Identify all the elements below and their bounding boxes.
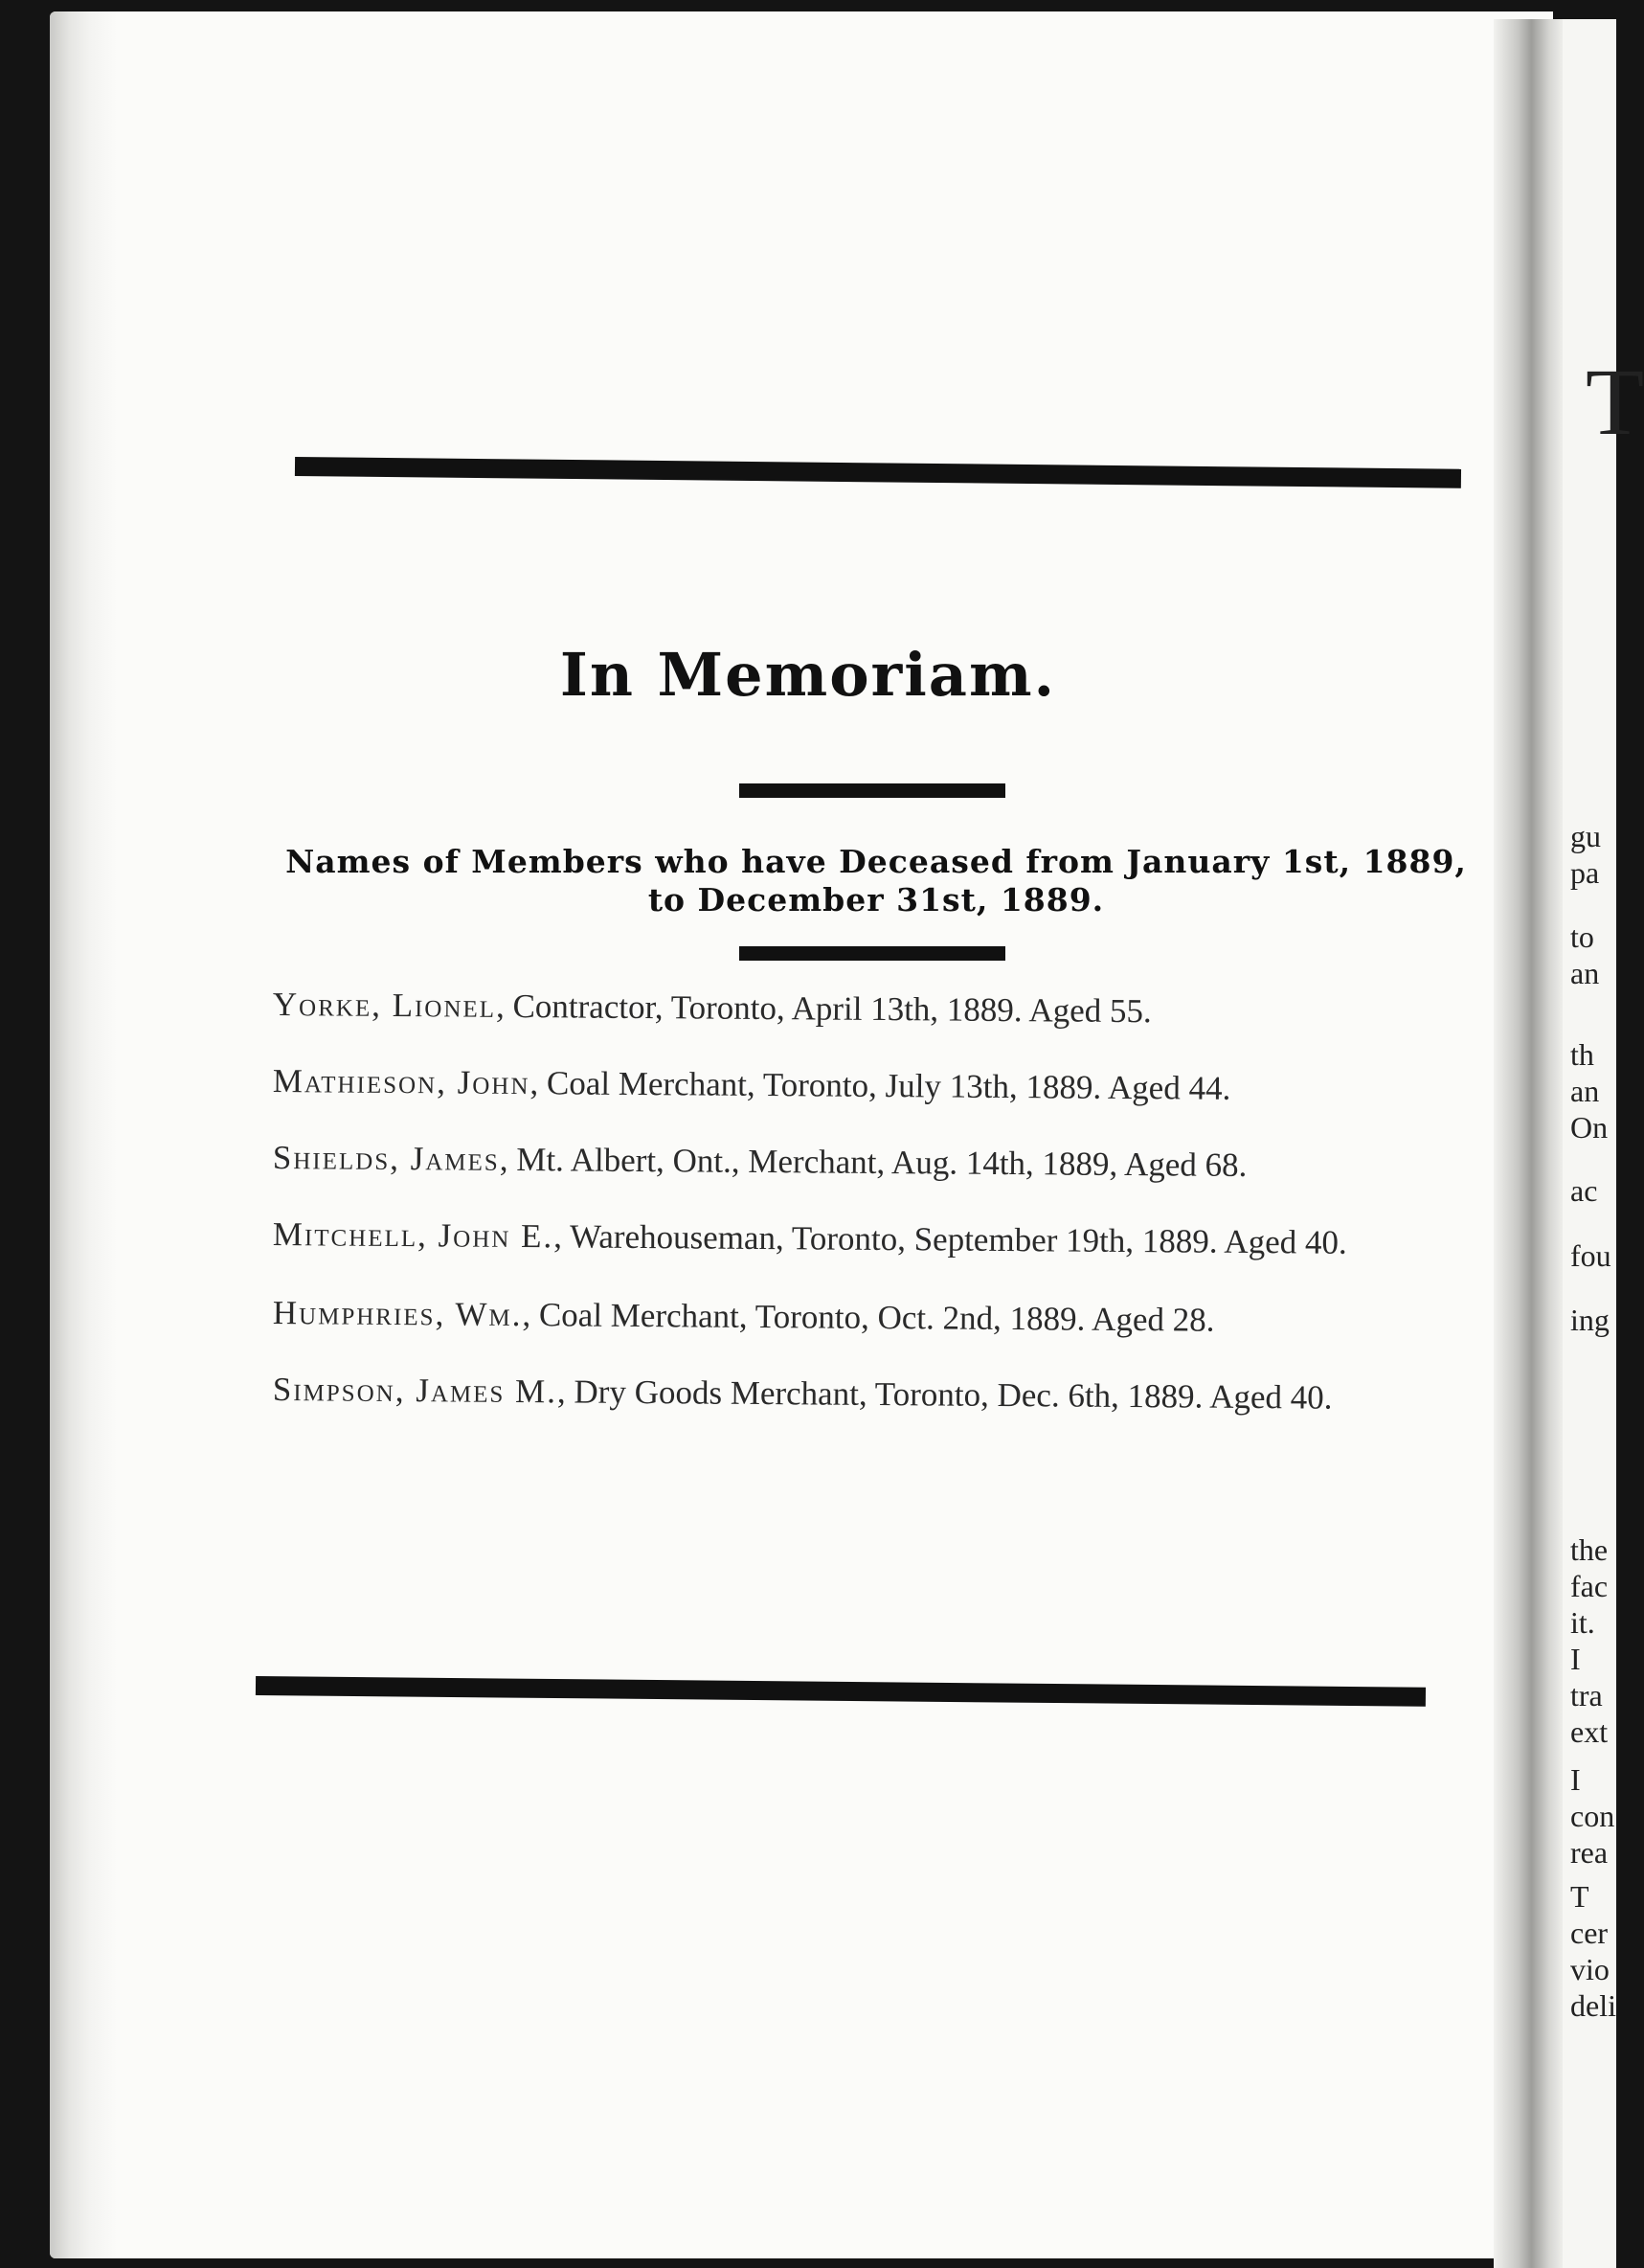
right-page-line-fragment: an	[1570, 956, 1600, 990]
title-underline-rule	[739, 783, 1005, 798]
right-page-line-fragment: ac	[1570, 1173, 1598, 1208]
memorial-entry	[273, 1216, 1460, 1262]
page-title: In Memoriam.	[559, 640, 1057, 710]
right-page-line-fragment: I	[1570, 1642, 1581, 1676]
memorial-entry	[273, 987, 1460, 1032]
member-name: Shields, James	[272, 1139, 500, 1178]
right-page-line-fragment: pa	[1570, 855, 1600, 890]
right-page-line-fragment: ext	[1570, 1714, 1609, 1749]
right-page-line-fragment: vio	[1570, 1952, 1610, 1986]
memorial-entry	[273, 1295, 1460, 1341]
member-details: , Warehouseman, Toronto, September 19th, 1889. Aged 40.	[553, 1217, 1347, 1261]
book-gutter	[1494, 19, 1563, 2268]
right-page-line-fragment: rea	[1570, 1835, 1609, 1870]
right-page-line-fragment: fac	[1570, 1569, 1609, 1603]
subtitle: Names of Members who have Deceased from January 1st, 1889, to December 31st, 1889.	[285, 843, 1467, 919]
member-name: Humphries, Wm.	[272, 1294, 523, 1334]
memorial-entry	[273, 1140, 1460, 1186]
memorial-entry	[273, 1372, 1460, 1418]
memorial-entry	[273, 1063, 1460, 1109]
right-page-line-fragment: an	[1570, 1074, 1600, 1108]
member-details: , Coal Merchant, Toronto, Oct. 2nd, 1889. Aged 28.	[522, 1296, 1215, 1339]
right-page-line-fragment: con	[1570, 1799, 1615, 1833]
right-page-line-fragment: cer	[1570, 1916, 1609, 1950]
member-details: , Dry Goods Merchant, Toronto, Dec. 6th, 1889. Aged 40.	[556, 1372, 1333, 1417]
right-page-line-fragment: T	[1570, 1879, 1589, 1914]
member-details: , Contractor, Toronto, April 13th, 1889. Aged 55.	[495, 987, 1152, 1031]
right-page-line-fragment: fou	[1570, 1238, 1611, 1273]
member-name: Yorke, Lionel	[272, 986, 497, 1025]
right-page-line-fragment: I	[1570, 1762, 1581, 1797]
right-page-heading-fragment: T	[1586, 349, 1644, 455]
member-name: Mitchell, John E.	[272, 1215, 554, 1256]
right-page-line-fragment: ing	[1570, 1303, 1610, 1337]
right-page-line-fragment: gu	[1570, 819, 1601, 853]
member-details: , Mt. Albert, Ont., Merchant, Aug. 14th, 1889, Aged 68.	[499, 1140, 1248, 1184]
subtitle-underline-rule	[739, 946, 1005, 961]
right-page-line-fragment: it.	[1570, 1605, 1595, 1640]
right-page-line-fragment: tra	[1570, 1678, 1603, 1712]
right-page-line-fragment: th	[1570, 1037, 1594, 1072]
right-page-line-fragment: deli	[1570, 1988, 1616, 2023]
member-name: Simpson, James M.	[272, 1371, 558, 1411]
right-page-line-fragment: On	[1570, 1110, 1609, 1145]
right-page-line-fragment: to	[1570, 919, 1594, 954]
memorial-list	[273, 987, 1460, 1450]
right-page-line-fragment: the	[1570, 1532, 1609, 1567]
page-edge-stack	[50, 11, 117, 2258]
member-name: Mathieson, John	[272, 1062, 530, 1102]
member-details: , Coal Merchant, Toronto, July 13th, 1889. Aged 44.	[529, 1064, 1231, 1107]
